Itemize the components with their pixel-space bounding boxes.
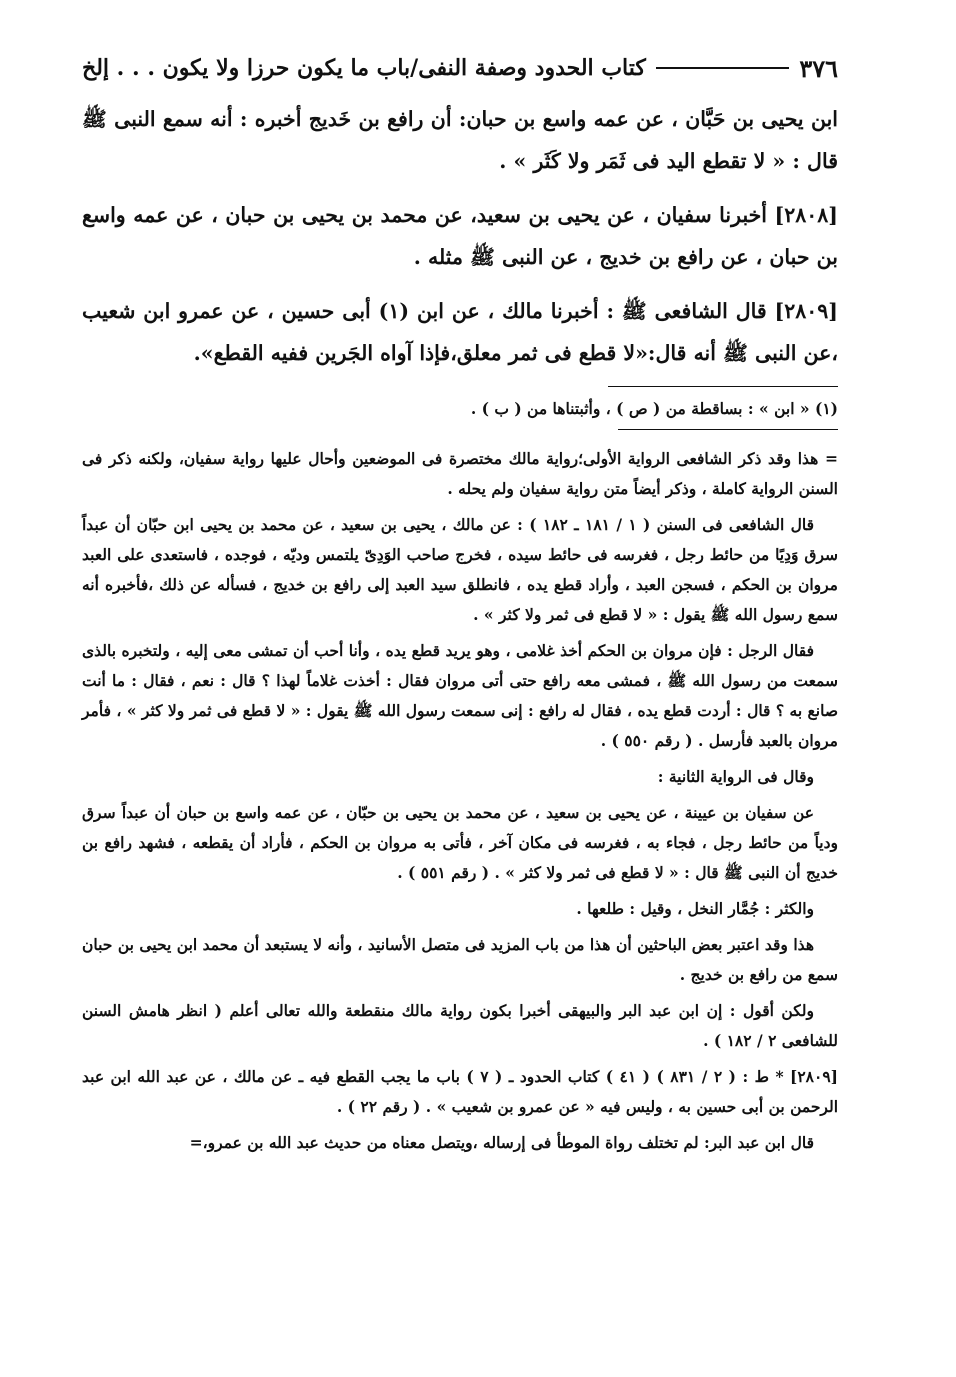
commentary-paragraph: عن سفيان بن عيينة ، عن يحيى بن سعيد ، عن محمد بن يحيى بن حبّان ، عن عمه واسع بن حبان أن عبداً سرق ودياً من حائط رجل ، فجاء به ، فغرسه فى مكان آخر ، فأتى به مروان بن الحكم ، فأراد أن يقطعه ، فشهد رافع بن خديج أن النبى ﷺ قال : « لا قطع فى ثمر ولا كثر » . ( رقم ٥٥١ ) .	[82, 803, 838, 882]
commentary-paragraph: قال ابن عبد البر: لم تختلف رواة الموطأ فى إرساله ،ويتصل معناه من حديث عبد الله بن عمرو،=	[189, 1133, 814, 1152]
running-header	[82, 46, 838, 90]
main-paragraph: ابن يحيى بن حَبَّان ، عن عمه واسع بن حبان: أن رافع بن خَديج أخبره : أنه سمع النبى ﷺ قال : « لا تقطع اليد فى ثَمَر ولا كَثَر » .	[82, 107, 838, 173]
commentary-paragraph: فقال الرجل : فإن مروان بن الحكم أخذ غلامى ، وهو يريد قطع يده ، وأنا أحب أن تمشى معى إليه ، ولتخبره بالذى سمعت من رسول الله ﷺ ، فمشى معه رافع حتى أتى مروان فقال : أخذت غلاماً لهذا ؟ قال : نعم ، فقال : ما أنت صانع به ؟ قال : أردت قطع يده ، فقال له رافع : إنى سمعت رسول الله ﷺ يقول : « لا قطع فى ثمر ولا كثر » ، فأمر مروان بالعبد فأرسل . ( رقم ٥٥٠ ) .	[82, 641, 838, 750]
commentary-paragraph: [٢٨٠٩] * ط : ( ٢ / ٨٣١ ) ( ٤١ ) كتاب الحدود ـ ( ٧ ) باب ما يجب القطع فيه ـ عن مالك ، عن عبد الله ابن عبد الرحمن بن أبى حسين به ، وليس فيه « عن عمرو بن شعيب » . ( رقم ٢٢ ) .	[82, 1067, 839, 1116]
commentary-paragraph: = هذا وقد ذكر الشافعى الرواية الأولى؛رواية مالك مختصرة فى الموضعين وأحال عليها رواية سفيان، ولكنه ذكر فى السنن الرواية كاملة ، وذكر أيضاً متن رواية سفيان ولم يحله .	[82, 449, 838, 498]
commentary-paragraph: وقال فى الرواية الثانية :	[657, 767, 814, 786]
page-number: ٣٧٦	[799, 53, 838, 83]
footnote-rule	[608, 386, 838, 387]
footnote: (١) « ابن » : بساقطة من ( ص ) ، وأثبتناها من ( ب ) .	[470, 399, 838, 418]
header-title: كتاب الحدود وصفة النفى/باب ما يكون حرزا ولا يكون . . . إلخ	[82, 55, 646, 81]
hadith-2808: [٢٨٠٨] أخبرنا سفيان ، عن يحيى بن سعيد، عن محمد بن يحيى بن حبان ، عن عمه واسع بن حبان ، عن رافع بن خديج ، عن النبى ﷺ مثله .	[82, 203, 838, 269]
commentary-paragraph: قال الشافعى فى السنن ( ١ / ١٨١ ـ ١٨٢ ) : عن مالك ، يحيى بن سعيد ، عن محمد بن يحيى ابن حبّان أن عبداً سرق وَدِيًا من حائط رجل ، فغرسه فى حائط سيده ، فخرج صاحب الوَدِىّ يلتمس وديّه ، فوجده ، فاستعدى على العبد مروان بن الحكم ، فسجن العبد ، وأراد قطع يده ، فانطلق سيد العبد إلى رافع بن خديج ، فسأله عن ذلك ،فأخبره أنه سمع رسول الله ﷺ يقول : « لا قطع فى ثمر ولا كثر » .	[82, 515, 838, 624]
page	[82, 46, 838, 1164]
commentary-paragraph: ولكن أقول : إن ابن عبد البر والبيهقى أخبرا بكون رواية مالك منقطعة والله تعالى أعلم ( انظر هامش السنن للشافعى ٢ / ١٨٢ ) .	[82, 1001, 838, 1050]
commentary-paragraph: والكثر : جُمَّار النخل ، وقيل : طلعها .	[576, 899, 814, 918]
main-text	[82, 98, 838, 374]
header-rule	[656, 67, 789, 69]
commentary-rule	[618, 429, 838, 430]
commentary	[82, 444, 838, 1158]
hadith-2809: [٢٨٠٩] قال الشافعى ﷺ : أخبرنا مالك ، عن ابن (١) أبى حسين ، عن عمرو ابن شعيب ،عن النبى ﷺ أنه قال:«لا قطع فى ثمر معلق،فإذا آواه الجَرين ففيه القطع».	[82, 299, 838, 365]
commentary-paragraph: هذا وقد اعتبر بعض الباحثين أن هذا من باب المزيد فى متصل الأسانيد ، وأنه لا يستبعد أن محمد ابن يحيى بن حبان سمع من رافع بن خديج .	[82, 935, 838, 984]
